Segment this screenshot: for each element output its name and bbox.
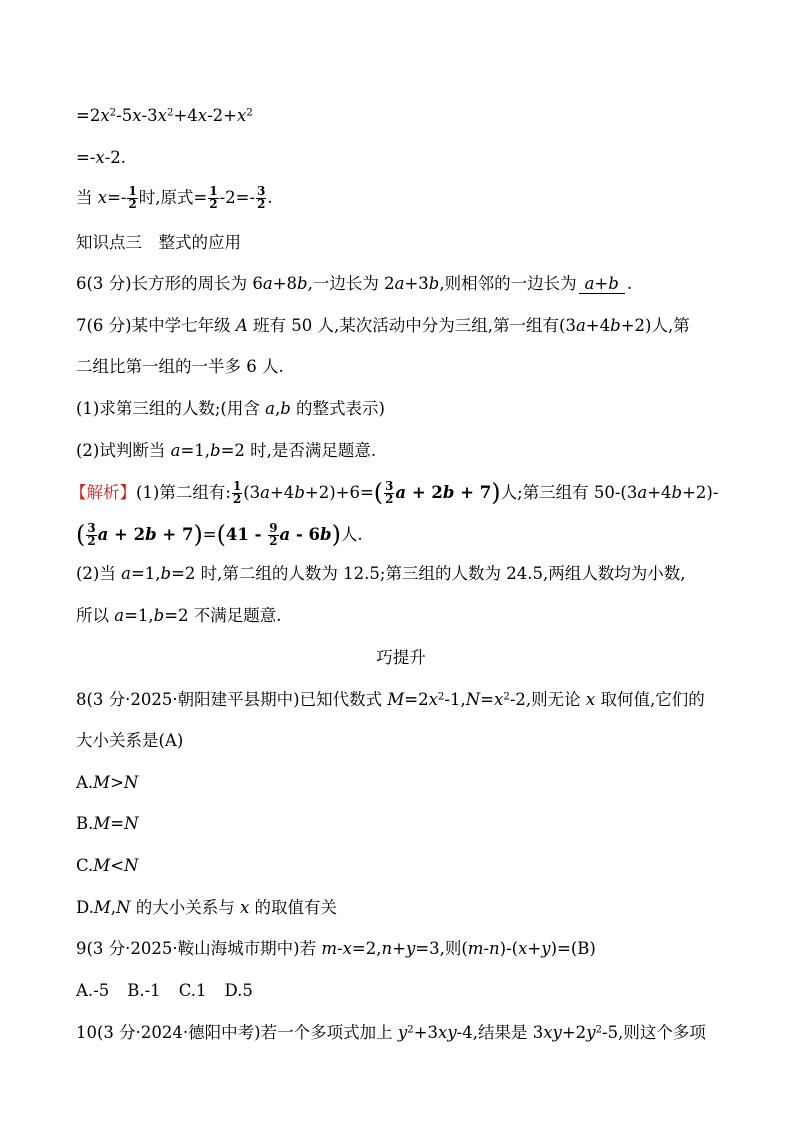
solution-tag: 【解析】	[70, 482, 136, 502]
fraction: $\frac{3}{2}$	[87, 521, 96, 548]
question-8-line-1: 8(3 分·2025·朝阳建平县期中)已知代数式 $M=2x^2-1,N=x^2-2$,则无论 x 取何值,它们的	[76, 690, 705, 709]
expression-line-2: =-x-2.	[76, 148, 127, 167]
option-a: A.-5	[76, 981, 110, 1000]
section-heading-advanced: 巧提升	[376, 648, 426, 667]
solution-line-3: (2)当 a=1,b=2 时,第二组的人数为 12.5;第三组的人数为 24.5,两组人数均为小数,	[76, 564, 686, 583]
option-a: A.M>N	[76, 773, 139, 792]
fraction: $\frac{1}{2}$	[128, 184, 137, 211]
question-8-line-2: 大小关系是(A)	[76, 731, 184, 750]
solution-line-2: ( $\frac{3}{2}$ a + 2b + 7)=(41 - $\frac{9}{2}$ a - 6b)人.	[76, 520, 363, 549]
question-7-line-2: 二组比第一组的一半多 6 人.	[76, 357, 284, 376]
option-d: D.M,N 的大小关系与 x 的取值有关	[76, 898, 338, 917]
question-9: 9(3 分·2025·鞍山海城市期中)若 m-x=2,n+y=3,则(m-n)-(x+y)=(B)	[76, 939, 596, 958]
question-7-part-2: (2)试判断当 a=1,b=2 时,是否满足题意.	[76, 441, 377, 460]
fraction: $\frac{9}{2}$	[269, 521, 278, 548]
option-d: D.5	[224, 981, 253, 1000]
question-9-options	[76, 983, 271, 1000]
fraction: $\frac{1}{2}$	[232, 479, 242, 506]
fraction: $\frac{3}{2}$	[257, 184, 266, 211]
fraction: $\frac{1}{2}$	[209, 184, 218, 211]
question-7-line-1: 7(6 分)某中学七年级 A 班有 50 人,某次活动中分为三组,第一组有(3a+4b+2)人,第	[76, 316, 690, 335]
solution-line-1: 【解析】(1)第二组有: $\frac{1}{2}$ (3a+4b+2)+6=( $\frac{3}{2}$ a + 2b + 7)人;第三组有 50-(3a+4b+2)-	[70, 478, 719, 507]
question-6: 6(3 分)长方形的周长为 6a+8b,一边长为 2a+3b,则相邻的一边长为 a+b .	[76, 274, 633, 293]
option-b: B.M=N	[76, 814, 139, 833]
solution-line-4: 所以 a=1,b=2 不满足题意.	[76, 606, 282, 625]
option-c: C.1	[178, 981, 207, 1000]
expression-line-1: $=2x^2-5x-3x^2+4x-2+x^2$	[76, 106, 253, 125]
evaluation-line: 当 x=- $\frac{1}{2}$ 时,原式= $\frac{1}{2}$ -2=- $\frac{3}{2}$ .	[76, 184, 273, 211]
answer-blank: a+b	[579, 276, 625, 294]
question-10: 10(3 分·2024·德阳中考)若一个多项式加上 $y^2+3xy-4$,结果是 $3xy+2y^2-5$,则这个多项	[76, 1023, 706, 1042]
fraction: $\frac{3}{2}$	[385, 479, 394, 506]
section-heading: 知识点三 整式的应用	[76, 233, 241, 252]
option-c: C.M<N	[76, 856, 139, 875]
question-7-part-1: (1)求第三组的人数;(用含 a,b 的整式表示)	[76, 399, 385, 418]
option-b: B.-1	[127, 981, 161, 1000]
